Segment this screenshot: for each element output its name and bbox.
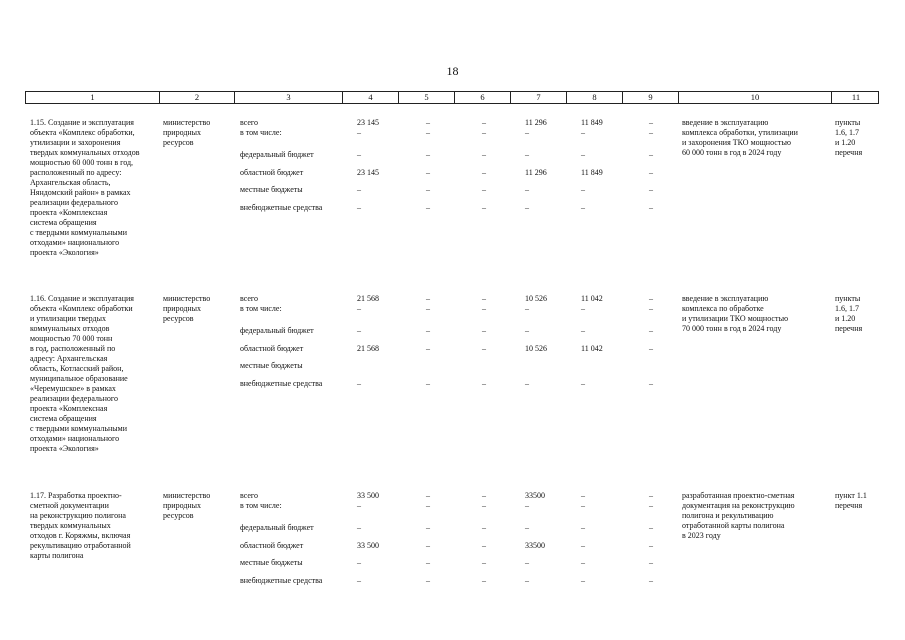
amount-cell: – xyxy=(482,541,486,550)
amount-cell: – xyxy=(357,150,361,159)
amount-cell: – xyxy=(426,150,430,159)
amount-cell: – xyxy=(649,576,653,585)
amount-cell: – xyxy=(357,379,361,388)
funding-source-label: федеральный бюджет xyxy=(240,523,314,532)
amount-cell: 11 849 xyxy=(581,168,603,177)
amount-cell: – xyxy=(525,150,529,159)
amount-cell: – xyxy=(426,576,430,585)
amount-cell: – xyxy=(649,128,653,137)
amount-cell: – xyxy=(482,558,486,567)
amount-cell: – xyxy=(357,558,361,567)
column-header-2: 2 xyxy=(160,92,235,103)
column-header-3: 3 xyxy=(235,92,343,103)
funding-source-label: всего xyxy=(240,491,259,500)
column-header-8: 8 xyxy=(567,92,623,103)
funding-source-label: внебюджетные средства xyxy=(240,379,323,388)
funding-source-label: областной бюджет xyxy=(240,168,304,177)
amount-cell: – xyxy=(357,128,361,137)
amount-cell: – xyxy=(525,304,529,313)
amount-cell: – xyxy=(649,501,653,510)
reference-points: пункты 1.6, 1.7 и 1.20 перечня xyxy=(835,294,863,333)
amount-cell: – xyxy=(482,501,486,510)
amount-cell: 23 145 xyxy=(357,118,379,127)
amount-cell: – xyxy=(581,326,585,335)
amount-cell: – xyxy=(482,344,486,353)
amount-cell: – xyxy=(649,304,653,313)
amount-cell: – xyxy=(525,379,529,388)
activity-description: 1.15. Создание и эксплуатация объекта «Комплекс обработки, утилизации и захоронения твердых коммунальных отходов мощностью 60 000 тонн в год, расположенный по адресу: Архангельская область, Няндомский район» в рамках реализации федерального проекта «Комплексная система обращения с твердыми коммунальными отходами» национального проекта «Экология» xyxy=(30,118,140,257)
funding-source-label: федеральный бюджет xyxy=(240,150,314,159)
amount-cell: – xyxy=(649,558,653,567)
amount-cell: 23 145 xyxy=(357,168,379,177)
amount-cell: 11 296 xyxy=(525,118,547,127)
amount-cell: – xyxy=(581,501,585,510)
activity-description: 1.16. Создание и эксплуатация объекта «Комплекс обработки и утилизации твердых коммунальных отходов мощностью 70 000 тонн в год, расположенный по адресу: Архангельская область, Котласский район, муниципальное образование «Черемушское» в рамках реализации федерального проекта «Комплексная система обращения с твердыми коммунальными отходами» национального проекта «Экология» xyxy=(30,294,134,453)
amount-cell: – xyxy=(482,379,486,388)
funding-source-label: в том числе: xyxy=(240,128,282,137)
amount-cell: 33500 xyxy=(525,491,545,500)
amount-cell: – xyxy=(426,203,430,212)
expected-result: разработанная проектно-сметная документация на реконструкцию полигона и рекультивацию отработанной карты полигона в 2023 году xyxy=(682,491,795,540)
amount-cell: – xyxy=(581,203,585,212)
amount-cell: – xyxy=(649,118,653,127)
amount-cell: – xyxy=(649,294,653,303)
amount-cell: – xyxy=(482,118,486,127)
amount-cell: – xyxy=(482,128,486,137)
amount-cell: 11 042 xyxy=(581,344,603,353)
amount-cell: – xyxy=(649,185,653,194)
reference-points: пункты 1.6, 1.7 и 1.20 перечня xyxy=(835,118,863,157)
amount-cell: – xyxy=(581,541,585,550)
amount-cell: – xyxy=(357,304,361,313)
amount-cell: – xyxy=(482,523,486,532)
amount-cell: 11 042 xyxy=(581,294,603,303)
amount-cell: – xyxy=(357,326,361,335)
amount-cell: – xyxy=(426,118,430,127)
amount-cell: – xyxy=(525,558,529,567)
amount-cell: – xyxy=(525,576,529,585)
amount-cell: – xyxy=(525,523,529,532)
amount-cell: – xyxy=(426,379,430,388)
amount-cell: – xyxy=(581,523,585,532)
amount-cell: 33 500 xyxy=(357,491,379,500)
amount-cell: – xyxy=(426,344,430,353)
amount-cell: 33500 xyxy=(525,541,545,550)
column-header-11: 11 xyxy=(851,92,861,102)
amount-cell: – xyxy=(357,576,361,585)
amount-cell: – xyxy=(482,168,486,177)
column-header-9: 9 xyxy=(623,92,679,103)
reference-points: пункт 1.1 перечня xyxy=(835,491,867,510)
funding-source-label: областной бюджет xyxy=(240,344,304,353)
funding-source-label: местные бюджеты xyxy=(240,361,303,370)
amount-cell: – xyxy=(426,294,430,303)
amount-cell: 21 568 xyxy=(357,344,379,353)
amount-cell: – xyxy=(649,344,653,353)
funding-source-label: внебюджетные средства xyxy=(240,576,323,585)
funding-source-label: всего xyxy=(240,294,259,303)
amount-cell: – xyxy=(482,203,486,212)
amount-cell: – xyxy=(426,541,430,550)
amount-cell: – xyxy=(649,491,653,500)
amount-cell: – xyxy=(426,326,430,335)
amount-cell: – xyxy=(581,558,585,567)
funding-source-label: в том числе: xyxy=(240,501,282,510)
amount-cell: – xyxy=(482,185,486,194)
amount-cell: – xyxy=(581,304,585,313)
amount-cell: – xyxy=(482,491,486,500)
amount-cell: – xyxy=(482,576,486,585)
amount-cell: – xyxy=(581,150,585,159)
amount-cell: – xyxy=(426,128,430,137)
column-header-10: 10 xyxy=(679,92,832,103)
amount-cell: – xyxy=(357,523,361,532)
amount-cell: – xyxy=(525,326,529,335)
amount-cell: – xyxy=(525,501,529,510)
amount-cell: – xyxy=(426,168,430,177)
amount-cell: – xyxy=(482,294,486,303)
column-header-6: 6 xyxy=(455,92,511,103)
funding-source-label: всего xyxy=(240,118,259,127)
amount-cell: 33 500 xyxy=(357,541,379,550)
amount-cell: – xyxy=(525,185,529,194)
amount-cell: 11 849 xyxy=(581,118,603,127)
executor: министерство природных ресурсов xyxy=(163,491,211,520)
amount-cell: – xyxy=(426,558,430,567)
funding-source-label: внебюджетные средства xyxy=(240,203,323,212)
amount-cell: – xyxy=(426,491,430,500)
funding-source-label: местные бюджеты xyxy=(240,185,303,194)
amount-cell: 10 526 xyxy=(525,294,547,303)
amount-cell: – xyxy=(357,185,361,194)
expected-result: введение в эксплуатацию комплекса обработки, утилизации и захоронения ТКО мощностью 60 000 тонн в год в 2024 году xyxy=(682,118,798,157)
amount-cell: – xyxy=(482,304,486,313)
amount-cell: – xyxy=(581,379,585,388)
amount-cell: – xyxy=(581,576,585,585)
amount-cell: – xyxy=(649,326,653,335)
amount-cell: – xyxy=(357,501,361,510)
column-header-5: 5 xyxy=(399,92,455,103)
table-header-row xyxy=(25,91,879,104)
amount-cell: – xyxy=(581,491,585,500)
amount-cell: – xyxy=(649,541,653,550)
activity-description: 1.17. Разработка проектно- сметной документации на реконструкцию полигона твердых коммунальных отходов г. Коряжмы, включая рекультивацию отработанной карты полигона xyxy=(30,491,131,560)
amount-cell: – xyxy=(649,150,653,159)
column-header-4: 4 xyxy=(343,92,399,103)
amount-cell: – xyxy=(581,185,585,194)
funding-source-label: местные бюджеты xyxy=(240,558,303,567)
amount-cell: – xyxy=(482,150,486,159)
funding-source-label: областной бюджет xyxy=(240,541,304,550)
amount-cell: – xyxy=(649,168,653,177)
amount-cell: – xyxy=(649,379,653,388)
amount-cell: – xyxy=(426,523,430,532)
amount-cell: – xyxy=(426,304,430,313)
amount-cell: – xyxy=(649,203,653,212)
page-number: 18 xyxy=(446,64,459,78)
amount-cell: 10 526 xyxy=(525,344,547,353)
amount-cell: – xyxy=(426,185,430,194)
executor: министерство природных ресурсов xyxy=(163,118,211,147)
amount-cell: – xyxy=(525,203,529,212)
column-header-7: 7 xyxy=(511,92,567,103)
amount-cell: – xyxy=(426,501,430,510)
amount-cell: – xyxy=(525,128,529,137)
amount-cell: – xyxy=(357,203,361,212)
expected-result: введение в эксплуатацию комплекса по обработке и утилизации ТКО мощностью 70 000 тонн в год в 2024 году xyxy=(682,294,789,333)
amount-cell: – xyxy=(482,326,486,335)
column-header-1: 1 xyxy=(26,92,160,103)
amount-cell: 11 296 xyxy=(525,168,547,177)
amount-cell: – xyxy=(649,523,653,532)
amount-cell: 21 568 xyxy=(357,294,379,303)
amount-cell: – xyxy=(581,128,585,137)
funding-source-label: в том числе: xyxy=(240,304,282,313)
executor: министерство природных ресурсов xyxy=(163,294,211,323)
funding-source-label: федеральный бюджет xyxy=(240,326,314,335)
